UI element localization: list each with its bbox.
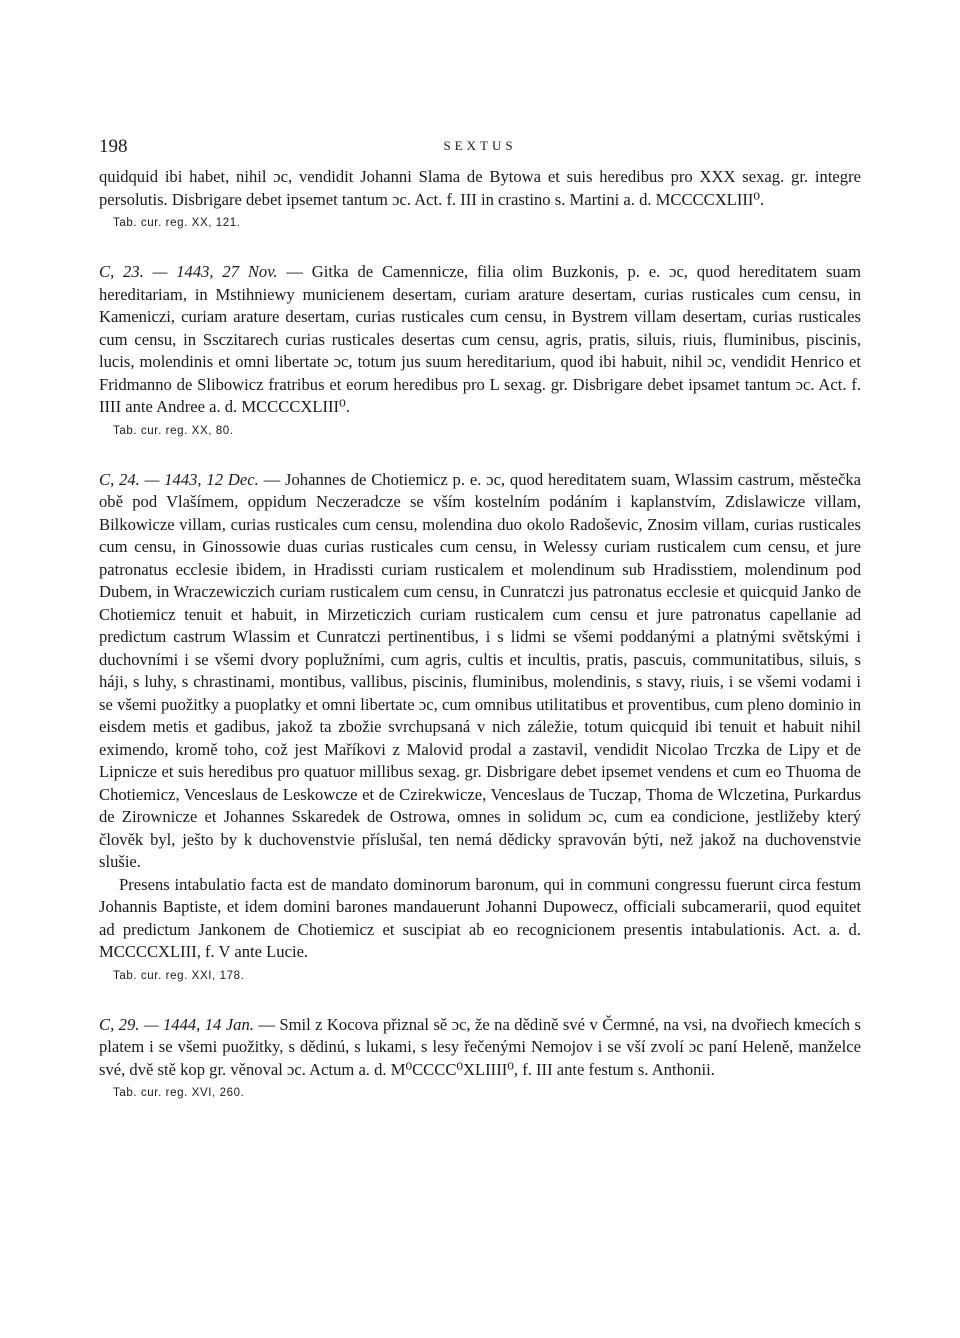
running-title: SEXTUS [443,138,517,153]
entry-c24 [99,469,861,988]
entry-paragraph: quidquid ibi habet, nihil ɔc, vendidit Johanni Slama de Bytowa et suis heredibus pro XXX sexag. gr. integre persolutis. Disbrigare debet ipsemet tantum ɔc. Act. f. III in crastino s. Martini a. d. MCCCCXLIII⁰. [99,167,861,209]
document-page [99,130,861,1105]
running-header [99,130,861,160]
entry-paragraph: — Johannes de Chotiemicz p. e. ɔc, quod hereditatem suam, Wlassim castrum, městečka obě pod Vlašímem, oppidum Neczeradcze se vším kostelním podáním i kaplanstvím, Zdislawicze villam, Bilkowicze villam, curias rusticales cum censu, molendina duo okolo Radoševic, Znosim villam, curias rusticales cum censu, in Ginossowie duas curias rusticales cum censu, in Welessy curiam rusticalem cum censu, et jure patronatus ecclesie ibidem, in Hradissti curiam rusticalem et molendinum sub Hradisstiem, molendinum pod Dubem, in Wraczewiczich curiam rusticalem cum censu, in Cunratczi jus patronatus ecclesie et quicquid Janko de Chotiemicz tenuit et habuit, in Mirzeticzich curiam rusticalem cum censu et jure patronatus capellanie ad predictum castrum Wlassim et Cunratczi pertinentibus, i s lidmi se všemi poddanými a platnými světskými i duchovními i se všemi dvory poplužními, cum agris, cultis et incultis, pratis, pascuis, communitatibus, siluis, s háji, s luhy, s chrastinami, montibus, vallibus, piscinis, fluminibus, molendinis, s stavy, riuis, i se všemi vodami i se všemi puožitky a puoplatky et omni libertate ɔc, cum omnibus utilitatibus et proventibus, cum pleno dominio in eisdem metis et gadibus, jakož ta zbožie svrchupsaná v nich záležie, totum quicquid ibi tenuit et habuit nihil eximendo, kromě toho, což jest Maříkovi z Malovid prodal a zastavil, vendidit Nicolao Trczka de Lipy et de Lipnicze et suis heredibus pro quatuor millibus sexag. gr. Disbrigare debet ipsemet vendens et cum eo Thuoma de Chotiemicz, Venceslaus de Leskowcze et de Czirekwicze, Venceslaus de Tuczap, Thoma de Wlczetina, Purkardus de Zirownicze et Johannes Sskaredek de Ostrowa, omnes in solidum ɔc, cum ea condicione, jestližeby který člověk byl, ješto by k duchovenstvie příslušal, ten nemá dědicky spravován býti, než jakož na duchovenstvie slušie. [99,469,862,871]
register-reference: Tab. cur. reg. XVI, 260. [113,1087,245,1099]
entry-continuation [99,166,861,235]
page-number: 198 [99,136,128,157]
register-reference: Tab. cur. reg. XX, 121. [113,217,241,229]
entry-c29 [99,1014,861,1106]
entry-heading: C, 24. — 1443, 12 Dec. [99,469,259,489]
entry-paragraph: — Smil z Kocova přiznal sě ɔc, že na dědině své v Čermné, na vsi, na dvořiech kmecích s platem i se všemi puožitky, s dědinú, s lukami, s lesy řečenými Nemojov i se vší zvolí ɔc paní Heleně, manželce své, dvě stě kop gr. věnoval ɔc. Actum a. d. M⁰CCCC⁰XLIIII⁰, f. III ante festum s. Anthonii. [99,1014,861,1079]
entry-heading: C, 29. — 1444, 14 Jan. [99,1014,254,1034]
entry-heading: C, 23. — 1443, 27 Nov. [99,262,278,281]
register-reference: Tab. cur. reg. XX, 80. [113,424,234,437]
register-reference: Tab. cur. reg. XXI, 178. [113,969,245,982]
entry-paragraph: Presens intabulatio facta est de mandato dominorum baronum, qui in communi congressu fuerunt circa festum Johannis Baptiste, et idem domini barones mandauerunt Johanni Dupowecz, officiali subcamerarii, quod equitet ad predictum Jankonem de Chotiemicz et suscipiat ab eo recognicionem presentis intabulationis. Act. a. d. MCCCCXLIII, f. V ante Lucie. [99,874,861,961]
entry-c23 [99,261,861,443]
entry-paragraph: — Gitka de Camennicze, filia olim Buzkonis, p. e. ɔc, quod hereditatem suam hereditariam, in Mstihniewy municienem desertam, curiam arature desertam, curias rusticales cum censu, in Kameniczi, curiam arature desertam, curias rusticales cum censu, in Bystrem villam desertam, curias rusticales cum censu, in Ssczitarech curias rusticales desertas cum censu, agris, pratis, siluis, riuis, fluminibus, piscinis, lucis, molendinis et omni libertate ɔc, totum jus suum hereditarium, quod ibi habuit, nihil ɔc, vendidit Henrico et Fridmanno de Slibowicz fratribus et eorum heredibus pro L sexag. gr. Disbrigare debet ipsamet tantum ɔc. Act. f. IIII ante Andree a. d. MCCCCXLIII⁰. [99,262,861,416]
